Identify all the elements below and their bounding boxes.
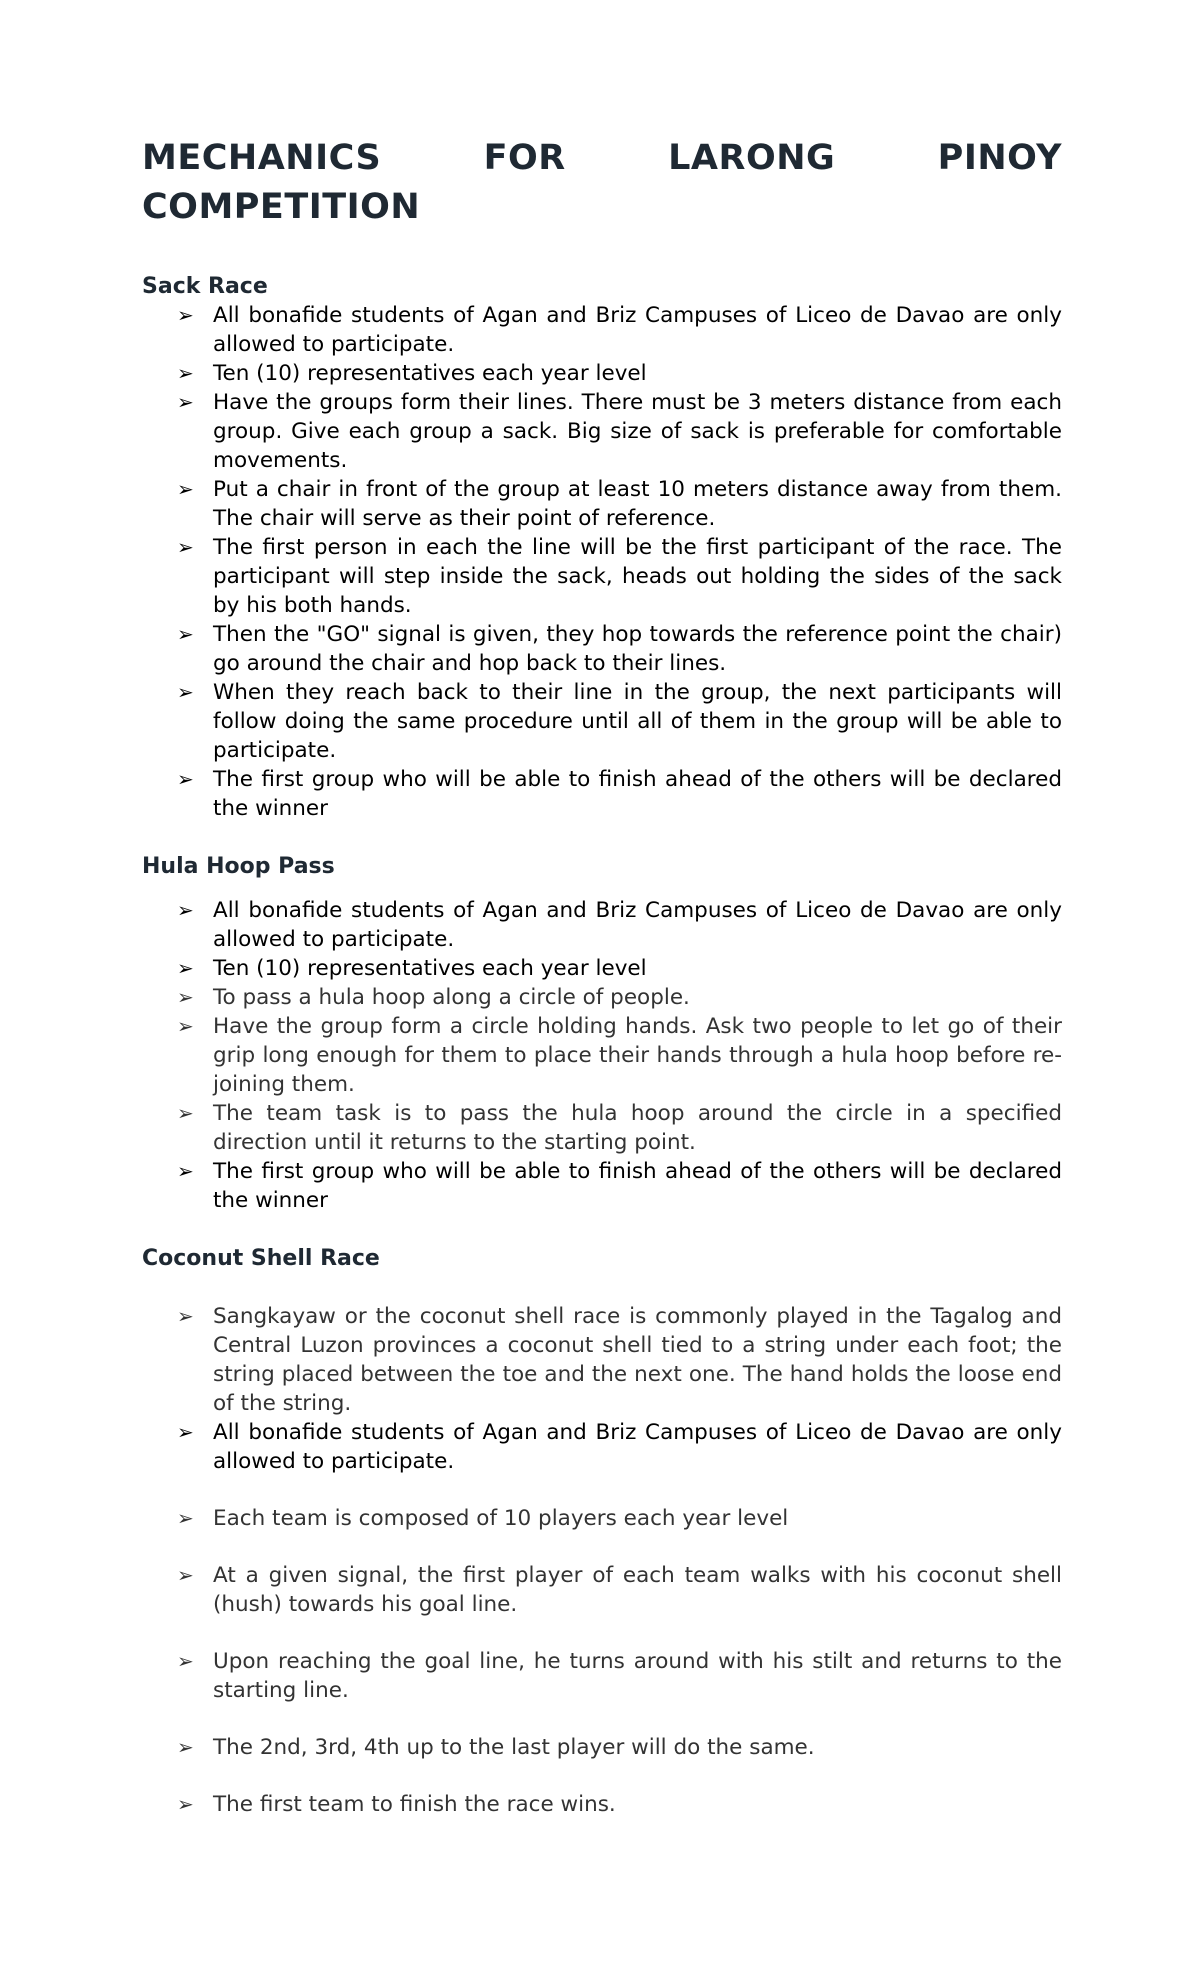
list-item: ➢ When they reach back to their line in the group, the next participants will follow doing the same procedure until all of them in the group will be able to participate. — [177, 680, 1062, 763]
list-item: ➢ Have the group form a circle holding hands. Ask two people to let go of their grip long enough for them to place their hands through a hula hoop before re-joining them. — [177, 1014, 1062, 1097]
list-item: ➢ The first group who will be able to finish ahead of the others will be declared the winner — [177, 767, 1062, 821]
arrow-bullet-icon: ➢ — [177, 390, 194, 414]
list-item: ➢ The first team to finish the race wins. — [177, 1792, 616, 1817]
list-item: ➢ At a given signal, the first player of each team walks with his coconut shell (hush) towards his goal line. — [177, 1563, 1062, 1617]
list-item: ➢ All bonafide students of Agan and Briz Campuses of Liceo de Davao are only allowed to participate. — [177, 898, 1062, 952]
list-item: ➢ Upon reaching the goal line, he turns around with his stilt and returns to the starting line. — [177, 1649, 1062, 1703]
arrow-bullet-icon: ➢ — [177, 985, 194, 1009]
document-title — [142, 134, 1062, 232]
title-line-2: COMPETITION — [142, 187, 421, 227]
arrow-bullet-icon: ➢ — [177, 477, 194, 501]
list-item: ➢ The first group who will be able to finish ahead of the others will be declared the winner — [177, 1159, 1062, 1213]
arrow-bullet-icon: ➢ — [177, 1563, 194, 1587]
arrow-bullet-icon: ➢ — [177, 767, 194, 791]
document-page — [142, 134, 1062, 1819]
list-item: ➢ Ten (10) representatives each year level — [177, 361, 647, 386]
list-item: ➢ Have the groups form their lines. There must be 3 meters distance from each group. Give each group a sack. Big size of sack is preferable for comfortable movements. — [177, 390, 1062, 473]
arrow-bullet-icon: ➢ — [177, 1014, 194, 1038]
title-line-1: MECHANICS FOR LARONG PINOY — [142, 138, 1062, 178]
list-item: ➢ The team task is to pass the hula hoop around the circle in a specified direction until it returns to the starting point. — [177, 1101, 1062, 1155]
list-item: ➢ Ten (10) representatives each year level — [177, 956, 647, 981]
arrow-bullet-icon: ➢ — [177, 1735, 194, 1759]
arrow-bullet-icon: ➢ — [177, 1159, 194, 1183]
arrow-bullet-icon: ➢ — [177, 1420, 194, 1444]
arrow-bullet-icon: ➢ — [177, 535, 194, 559]
section-coconut-shell-race — [142, 1244, 1062, 1819]
section-heading-sack-race: Sack Race — [142, 274, 268, 299]
section-hula-hoop-pass — [142, 852, 1062, 1215]
arrow-bullet-icon: ➢ — [177, 1649, 194, 1673]
section-sack-race — [142, 272, 1062, 823]
list-item: ➢ Put a chair in front of the group at least 10 meters distance away from them. The chair will serve as their point of reference. — [177, 477, 1062, 531]
arrow-bullet-icon: ➢ — [177, 1506, 194, 1530]
list-item: ➢ The 2nd, 3rd, 4th up to the last player will do the same. — [177, 1735, 815, 1760]
list-item: ➢ Each team is composed of 10 players each year level — [177, 1506, 789, 1531]
list-item: ➢ The first person in each the line will be the first participant of the race. The participant will step inside the sack, heads out holding the sides of the sack by his both hands. — [177, 535, 1062, 618]
arrow-bullet-icon: ➢ — [177, 898, 194, 922]
arrow-bullet-icon: ➢ — [177, 361, 194, 385]
list-item: ➢ All bonafide students of Agan and Briz Campuses of Liceo de Davao are only allowed to participate. — [177, 1420, 1062, 1474]
list-item: ➢ Then the "GO" signal is given, they hop towards the reference point the chair) go around the chair and hop back to their lines. — [177, 622, 1062, 676]
hula-hoop-list — [142, 896, 1062, 1215]
section-heading-hula-hoop-pass: Hula Hoop Pass — [142, 854, 335, 879]
list-item: ➢ To pass a hula hoop along a circle of people. — [177, 985, 690, 1010]
arrow-bullet-icon: ➢ — [177, 303, 194, 327]
sack-race-list — [142, 301, 1062, 823]
arrow-bullet-icon: ➢ — [177, 1101, 194, 1125]
arrow-bullet-icon: ➢ — [177, 622, 194, 646]
arrow-bullet-icon: ➢ — [177, 1792, 194, 1816]
list-item: ➢ Sangkayaw or the coconut shell race is commonly played in the Tagalog and Central Luzon provinces a coconut shell tied to a string under each foot; the string placed between the toe and the next one. The hand holds the loose end of the string. — [177, 1304, 1062, 1416]
arrow-bullet-icon: ➢ — [177, 680, 194, 704]
arrow-bullet-icon: ➢ — [177, 1304, 194, 1328]
coconut-shell-list — [142, 1302, 1062, 1819]
section-heading-coconut-shell-race: Coconut Shell Race — [142, 1246, 380, 1271]
list-item: ➢ All bonafide students of Agan and Briz Campuses of Liceo de Davao are only allowed to participate. — [177, 303, 1062, 357]
arrow-bullet-icon: ➢ — [177, 956, 194, 980]
